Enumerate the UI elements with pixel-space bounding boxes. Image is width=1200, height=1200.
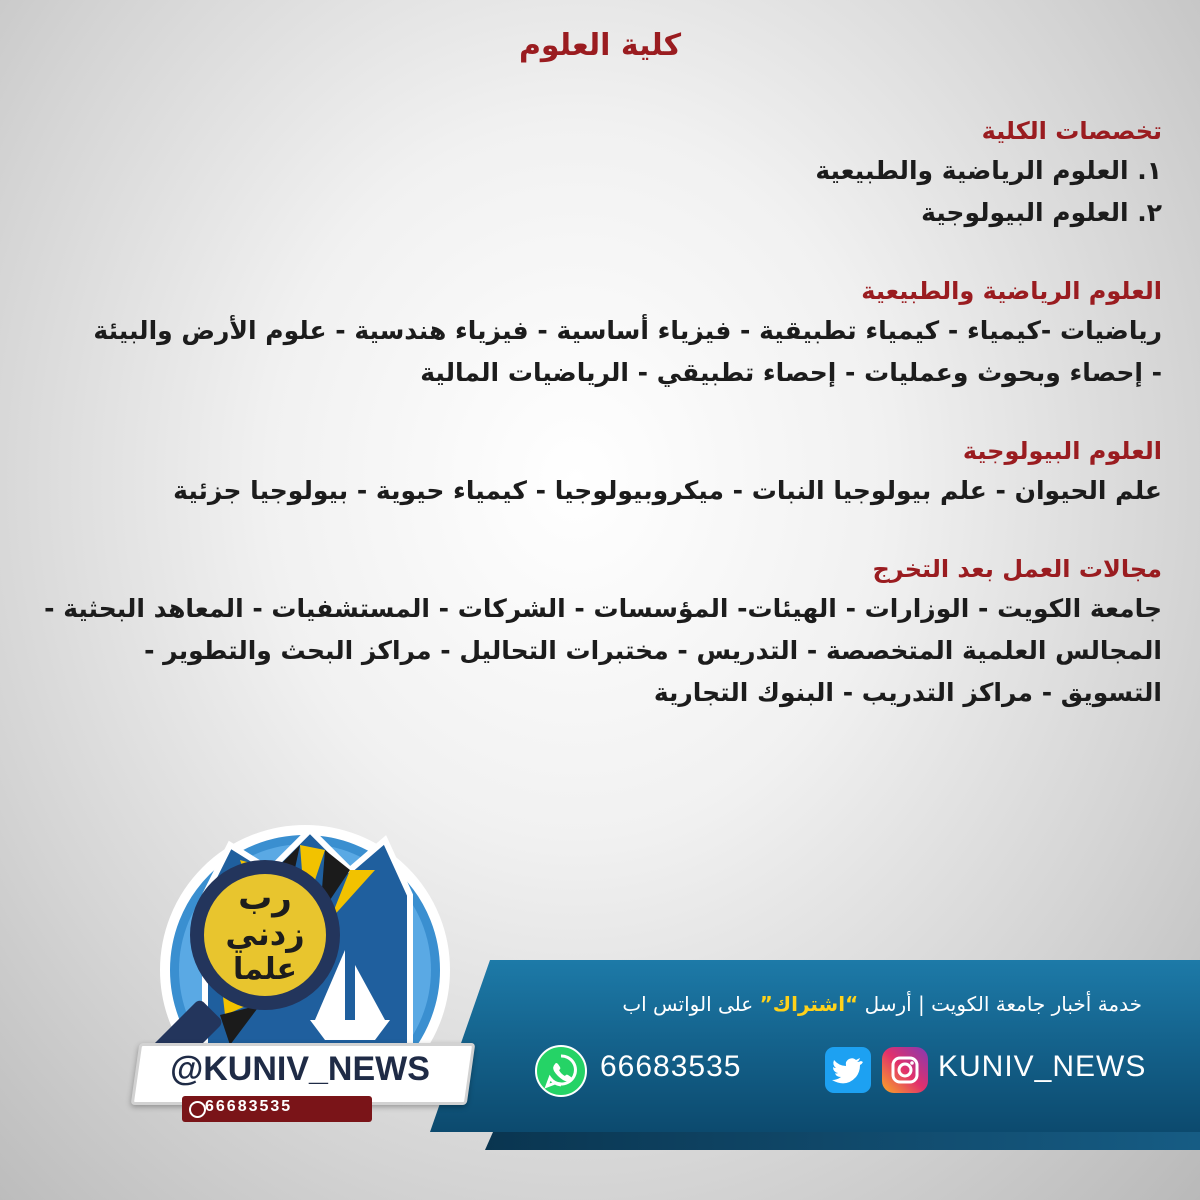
logo-phone: 66683535 <box>205 1098 293 1115</box>
service-text <box>622 992 1142 1016</box>
majors-heading: تخصصات الكلية <box>981 117 1162 145</box>
careers-line: المجالس العلمية المتخصصة - التدريس - مختبرات التحاليل - مراكز البحث والتطوير - <box>144 636 1162 665</box>
biology-heading: العلوم البيولوجية <box>962 437 1162 465</box>
instagram-icon[interactable] <box>882 1047 928 1093</box>
math-natural-line: - إحصاء وبحوث وعمليات - إحصاء تطبيقي - الرياضيات المالية <box>420 358 1162 387</box>
major-item: ٢. العلوم البيولوجية <box>921 198 1162 227</box>
math-natural-heading: العلوم الرياضية والطبيعية <box>861 277 1162 305</box>
math-natural-line: رياضيات -كيمياء - كيمياء تطبيقية - فيزياء أساسية - فيزياء هندسية - علوم الأرض والبيئة <box>93 316 1162 345</box>
page-title: كلية العلوم <box>518 28 682 63</box>
careers-line: التسويق - مراكز التدريب - البنوك التجارية <box>653 678 1162 707</box>
contact-row <box>530 1040 1150 1100</box>
service-suffix: على الواتس اب <box>622 992 760 1016</box>
whatsapp-icon[interactable] <box>535 1045 587 1097</box>
social-handle: KUNIV_NEWS <box>938 1050 1147 1083</box>
major-item: ١. العلوم الرياضية والطبيعية <box>815 156 1162 185</box>
logo-text-line3: علما <box>232 952 298 987</box>
service-prefix: خدمة أخبار جامعة الكويت | أرسل <box>858 992 1142 1016</box>
logo-text-line2: زدني <box>225 915 305 953</box>
logo-text-line1: رب <box>238 878 292 918</box>
content-body <box>22 112 1162 714</box>
whatsapp-number: 66683535 <box>600 1050 742 1083</box>
banner-stripe <box>485 1132 1200 1150</box>
whatsapp-mini-icon <box>189 1101 206 1118</box>
service-keyword: “اشتراك” <box>759 992 859 1016</box>
logo-handle: @KUNIV_NEWS <box>170 1050 430 1088</box>
biology-line: علم الحيوان - علم بيولوجيا النبات - ميكروبيولوجيا - كيمياء حيوية - بيولوجيا جزئية <box>173 476 1162 505</box>
twitter-icon[interactable] <box>825 1047 871 1093</box>
careers-heading: مجالات العمل بعد التخرج <box>872 555 1162 583</box>
careers-line: جامعة الكويت - الوزارات - الهيئات- المؤسسات - الشركات - المستشفيات - المعاهد البحثية - <box>44 594 1162 623</box>
